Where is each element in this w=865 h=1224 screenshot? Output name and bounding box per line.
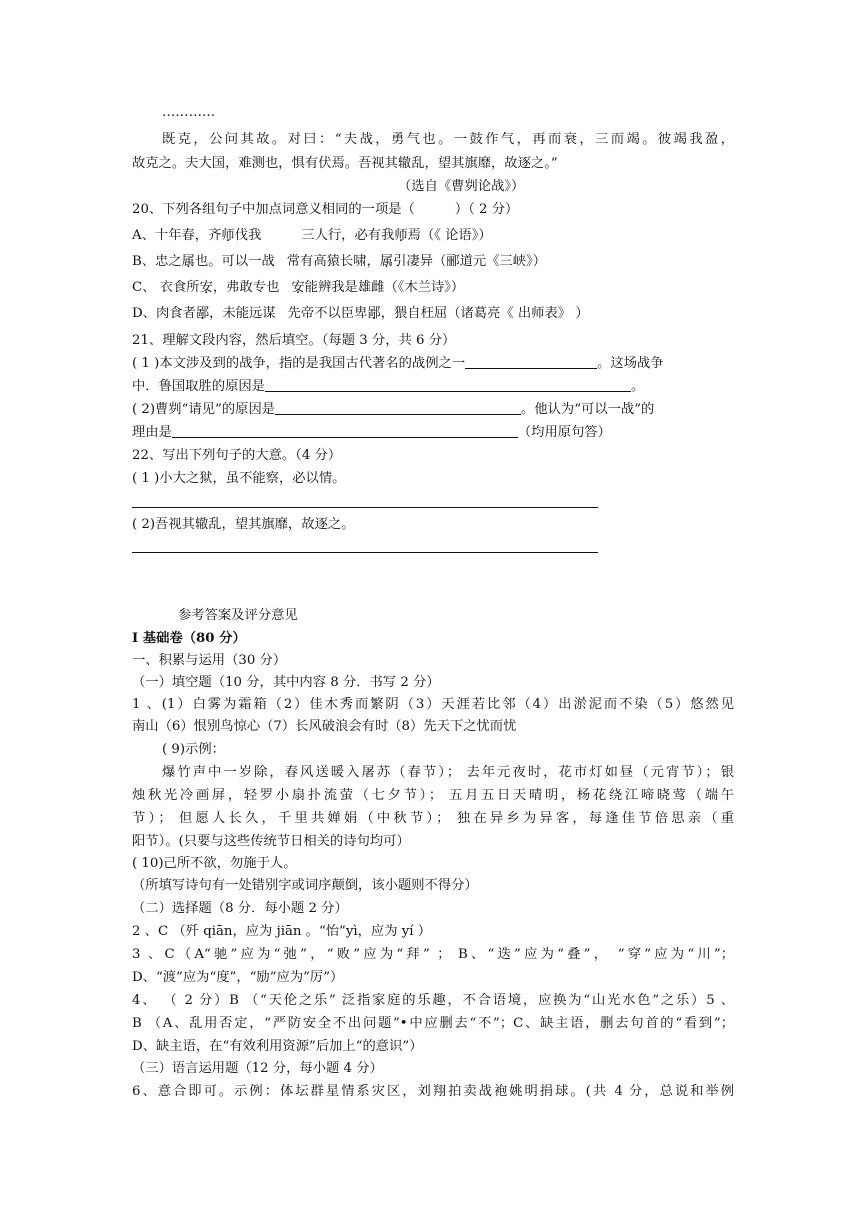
q22-sentence-2: ( 2)吾视其辙乱，望其旗靡，故逐之。 (132, 517, 355, 532)
answer-2: 2 、C （歼 qiān，应为 jiān 。“怡”yì，应为 yí ） (132, 924, 432, 939)
q21-item1-text: ( 1 )本文涉及到的战争，指的是我国古代著名的战例之一 (132, 356, 466, 371)
passage-source: （选自《曹刿论战》） (398, 179, 525, 194)
option-b-dotted-word-1: 属 (181, 254, 195, 269)
option-a-dotted-word-2: 师 (394, 228, 408, 243)
option-c-part1: C、 衣食所 (132, 280, 200, 295)
section-heading: I 基础卷（80 分） (132, 631, 246, 646)
option-b-part2: 也。可以一战 (194, 254, 275, 269)
answer-note: （所填写诗句有一处错别字或词序颠倒，该小题则不得分） (132, 878, 478, 893)
q20-option-b (132, 251, 546, 273)
q20-stem (132, 199, 518, 221)
option-d-dotted-word-1: 鄙 (195, 306, 210, 321)
answer-9-line-2: 烛秋光冷画屏，轻罗小扇扑流萤（七夕节）； 五月五日天晴明，杨花绕江啼晓莺（端午 (132, 788, 734, 803)
passage-line-2: 故克之。夫大国，难测也，惧有伏焉。吾视其辙乱，望其旗靡，故逐之。” (132, 156, 558, 171)
answer-9-heading: ( 9)示例： (162, 742, 225, 757)
q21-item1-text-b: 。这场战争 (597, 356, 664, 371)
option-b-part4: 引凄异（郦道元《三峡》） (393, 254, 547, 269)
answer-3-line-1: 3 、C（A“驰”应为“弛”，“败”应为“拜” ； B、“迭”应为“叠”， “穿”应为“川”； (132, 947, 734, 962)
option-c-part4: 能辨我是雄雌（《木兰诗》） (304, 280, 465, 295)
answer-4-line-3: D、缺主语，在“有效利用资源”后加上“的意识”） (132, 1039, 423, 1054)
option-c-dotted-word-2: 安 (291, 280, 305, 295)
answer-blank[interactable] (275, 400, 521, 415)
q21-item1-line2 (132, 376, 644, 398)
q20-stem-text: 20、下列各组句子中加点词意义相同的一项是（ (132, 202, 415, 217)
q21-item1-text-d: 。 (630, 379, 645, 394)
answer-1-line-1: 1 、(1）白雾为霜箱（2）佳木秀而繁阴（3）天涯若比邻（4）出淤泥而不染（5）悠然见 (132, 697, 734, 712)
answer-9-line-4: 阳节）。(只要与这些传统节日相关的诗句均可） (132, 834, 410, 849)
part-heading: 一、积累与运用（30 分） (132, 653, 287, 668)
q21-item1-text-c: 中．鲁国取胜的原因是 (132, 379, 265, 394)
option-a-part1: A、十年春，齐 (132, 228, 222, 243)
answer-blank[interactable] (172, 423, 518, 438)
option-d-part4: ，猥自枉屈（诸葛亮《 出师表》 ） (380, 306, 589, 321)
option-b-part1: B、忠之 (132, 254, 182, 269)
q21-item2-text: ( 2)曹刿“请见”的原因是 (132, 402, 276, 417)
answer-6: 6、意合即可。示例：体坛群星情系灾区，刘翔拍卖战袍姚明捐球。(共 4 分，总说和举例 (132, 1084, 734, 1099)
option-a-dotted-word-1: 师 (221, 228, 235, 243)
answer-line[interactable] (132, 507, 598, 508)
q20-option-c (132, 277, 464, 299)
q21-item2-text-d: （均用原句答） (517, 425, 611, 440)
option-d-part1: D、肉食者 (132, 306, 196, 321)
q21-item2-line2 (132, 422, 611, 444)
answer-10: ( 10)己所不欲，勿施于人。 (132, 856, 297, 871)
option-b-dotted-word-2: 属 (379, 254, 394, 269)
option-a-part2: 伐我 (234, 228, 262, 243)
q20-stem-score: ）（ 2 分） (454, 202, 519, 217)
answer-blank[interactable] (465, 354, 597, 369)
option-a-part4: 焉（《 论语》） (407, 228, 492, 243)
option-d-part2: ，未能远谋 (209, 306, 276, 321)
option-d-dotted-word-2: 鄙 (367, 306, 381, 321)
option-c-dotted-word-1: 安 (199, 280, 213, 295)
option-a-part3: 三人行，必有我 (301, 228, 395, 243)
q21-item2-text-b: 。他认为“可以一战”的 (521, 402, 655, 417)
subsection-heading: （一）填空题（10 分，其中内容 8 分．书写 2 分） (132, 675, 440, 690)
q20-option-d (132, 303, 589, 325)
answers-title: 参考答案及评分意见 (178, 608, 298, 623)
passage-line-1: 既克，公问其故。对曰：“夫战，勇气也。一鼓作气，再而衰，三而竭。彼竭我盈， (162, 132, 734, 147)
answer-4-line-2: B （A、乱用否定，“严防安全不出问题”•中应删去“不”；C、缺主语，删去句首的“看到”； (132, 1016, 734, 1031)
option-b-part3: 常有高猿长啸， (286, 254, 380, 269)
answer-3-line-2: D、“渡”应为“度”，“励”应为”厉”） (132, 970, 344, 985)
answer-4-line-1: 4、 （ 2 分）B （“天伦之乐” 泛指家庭的乐趣，不合语境，应换为“山光水色”之乐）5 、 (132, 993, 734, 1008)
ellipsis: ………… (162, 105, 216, 120)
q21-item1-line1 (132, 353, 664, 375)
answer-9-line-3: 节）； 但愿人长久，千里共婵娟（中秋节）； 独在异乡为异客，每逢佳节倍思亲（重 (132, 811, 734, 826)
answer-1-line-2: 南山（6）恨别鸟惊心（7）长风破浪会有时（8）先天下之忧而忧 (132, 719, 517, 734)
q20-option-a (132, 225, 492, 247)
answer-blank[interactable] (265, 377, 631, 392)
option-d-part3: 先帝不以臣卑 (287, 306, 368, 321)
q22-sentence-1: ( 1 )小大之狱，虽不能察，必以情。 (132, 471, 346, 486)
subsection-heading: （二）选择题（8 分．每小题 2 分） (132, 901, 348, 916)
q22-stem: 22、写出下列句子的大意。（4 分） (132, 448, 342, 463)
answer-9-line-1: 爆竹声中一岁除，春风送暖入屠苏（春节）； 去年元夜时，花市灯如昼（元宵节）；银 (162, 765, 734, 780)
q21-stem: 21、理解文段内容，然后填空。（每题 3 分，共 6 分） (132, 333, 456, 348)
option-c-part2: ，弗敢专也 (212, 280, 280, 295)
q21-item2-line1 (132, 399, 654, 421)
q21-item2-text-c: 理由是 (132, 425, 172, 440)
subsection-heading: （三）语言运用题（12 分，每小题 4 分） (132, 1061, 383, 1076)
answer-line[interactable] (132, 552, 598, 553)
